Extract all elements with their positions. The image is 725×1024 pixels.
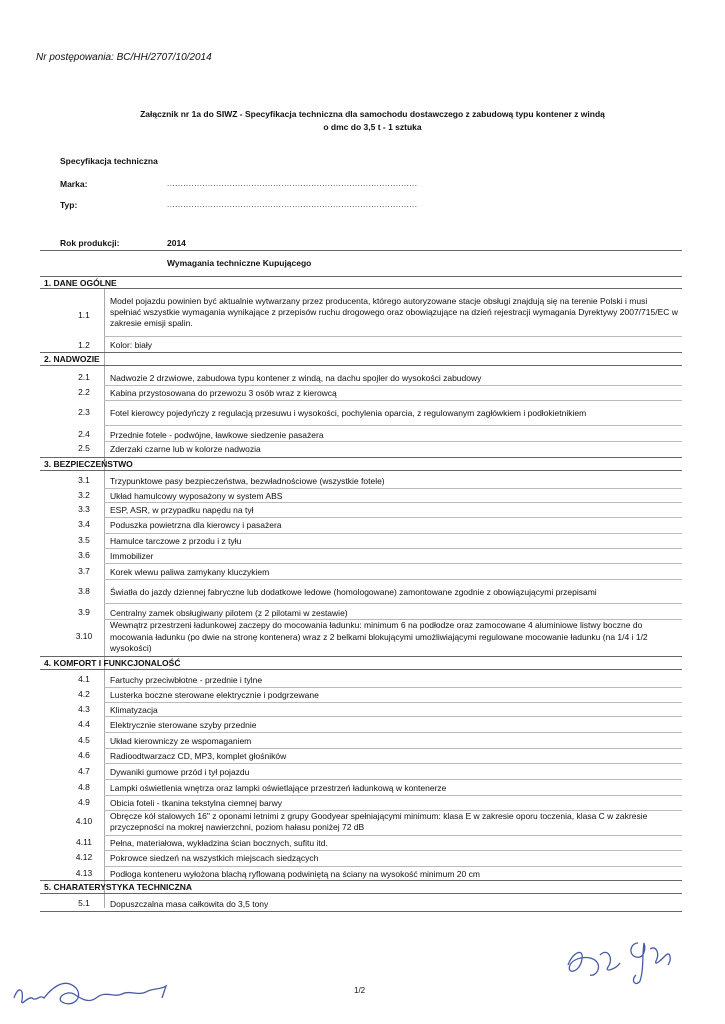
row-text: Układ kierowniczy ze wspomaganiem [110, 736, 252, 746]
section-title: 4. KOMFORT I FUNKCJONALOŚĆ [44, 658, 181, 668]
row-rule [104, 835, 682, 836]
row-text: Lusterka boczne sterowane elektrycznie i podgrzewane [110, 690, 319, 700]
row-number: 4.5 [78, 735, 90, 745]
row-rule [104, 441, 682, 442]
section-rule [40, 288, 682, 289]
row-rule [104, 779, 682, 780]
page-number: 1/2 [354, 986, 366, 995]
section-rule [40, 470, 682, 471]
reference-number: Nr postępowania: BC/HH/2707/10/2014 [36, 52, 212, 63]
row-rule [104, 425, 682, 426]
row-text: Elektrycznie sterowane szyby przednie [110, 720, 257, 730]
row-text: Lampki oświetlenia wnętrza oraz lampki oświetlające przestrzeń ładunkową w kontenerze [110, 783, 447, 793]
row-text: Obicia foteli - tkanina tekstylna ciemnej barwy [110, 798, 282, 808]
type-value: ............................................................................................ [167, 200, 418, 209]
row-number: 4.1 [78, 674, 90, 684]
row-text: Dywaniki gumowe przód i tył pojazdu [110, 767, 250, 777]
row-number: 2.1 [78, 372, 90, 382]
row-text: Światła do jazdy dziennej fabryczne lub dodatkowe ledowe (homologowane) zamontowane zgodnie z obowiązującymi przepisami [110, 587, 597, 597]
row-rule [104, 850, 682, 851]
spec-heading: Specyfikacja techniczna [60, 156, 158, 166]
row-text: Model pojazdu powinien być aktualnie wytwarzany przez producenta, którego autoryzowane stacje obsługi znajdują się na terenie Polski i musi spełniać wszystkie wymagania wynikające z przepisów ruchu drogowego oraz obowiązujące na dzień rejestracji wymagania Dyrektywy 2007/715/EC w zakresie emisji spalin. [110, 296, 678, 328]
row-rule [104, 732, 682, 733]
row-text: Przednie fotele - podwójne, ławkowe siedzenie pasażera [110, 430, 324, 440]
row-rule [104, 502, 682, 503]
row-number: 1.1 [78, 310, 90, 320]
make-label: Marka: [60, 179, 88, 189]
section-rule [40, 656, 682, 657]
section-rule [40, 457, 682, 458]
row-text: Trzypunktowe pasy bezpieczeństwa, bezwładnościowe (wszystkie fotele) [110, 476, 385, 486]
section-title: 2. NADWOZIE [44, 354, 100, 364]
row-rule [104, 866, 682, 867]
row-rule [104, 748, 682, 749]
row-text: Dopuszczalna masa całkowita do 3,5 tony [110, 899, 269, 909]
row-text: Zderzaki czarne lub w kolorze nadwozia [110, 444, 261, 454]
row-rule [104, 548, 682, 549]
row-text: Fartuchy przeciwbłotne - przednie i tylne [110, 675, 263, 685]
section-title: 3. BEZPIECZEŃSTWO [44, 459, 133, 469]
row-rule [104, 603, 682, 604]
row-number: 4.2 [78, 689, 90, 699]
column-divider [104, 288, 105, 908]
row-rule [104, 795, 682, 796]
section-rule [40, 880, 682, 881]
row-number: 2.3 [78, 407, 90, 417]
signature-left [10, 968, 180, 1018]
document-title [60, 108, 685, 134]
section-title: 5. CHARATERYSTYKA TECHNICZNA [44, 882, 192, 892]
row-text: Nadwozie 2 drzwiowe, zabudowa typu kontener z windą, na dachu spojler do wysokości zabudowy [110, 373, 482, 383]
divider [40, 250, 682, 251]
row-number: 5.1 [78, 898, 90, 908]
row-number: 2.5 [78, 443, 90, 453]
row-number: 3.5 [78, 535, 90, 545]
row-rule [104, 517, 682, 518]
row-rule [104, 702, 682, 703]
row-number: 3.1 [78, 475, 90, 485]
row-number: 4.6 [78, 750, 90, 760]
table-bottom-rule [40, 911, 682, 912]
row-number: 3.9 [78, 607, 90, 617]
title-line-1: Załącznik nr 1a do SIWZ - Specyfikacja techniczna dla samochodu dostawczego z zabudową typu kontener z windą [140, 109, 605, 119]
row-rule [104, 385, 682, 386]
row-text: Fotel kierowcy pojedyńczy z regulacją przesuwu i wysokości, pochylenia oparcia, z regulowanym zagłówkiem i podłokietnikiem [110, 408, 587, 418]
section-rule [40, 352, 682, 353]
row-number: 4.9 [78, 797, 90, 807]
row-text: Radioodtwarzacz CD, MP3, komplet głośników [110, 751, 287, 761]
section-rule [40, 893, 682, 894]
section-rule [40, 365, 682, 366]
row-number: 4.4 [78, 719, 90, 729]
row-number: 4.11 [76, 837, 92, 847]
row-rule [104, 716, 682, 717]
row-text: Pokrowce siedzeń na wszystkich miejscach siedzących [110, 853, 319, 863]
row-number: 4.10 [75, 816, 93, 826]
row-text: ESP, ASR, w przypadku napędu na tył [110, 505, 254, 515]
row-number: 3.2 [78, 490, 90, 500]
row-text: Podłoga konteneru wyłożona blachą ryflowaną podwiniętą na ściany na wysokość minimum 20 cm [110, 869, 480, 879]
row-number: 1.2 [78, 340, 90, 350]
type-label: Typ: [60, 200, 78, 210]
make-value: ............................................................................................ [167, 179, 418, 188]
title-line-2: o dmc do 3,5 t - 1 sztuka [323, 122, 422, 132]
row-text: Korek wlewu paliwa zamykany kluczykiem [110, 567, 270, 577]
row-number: 3.3 [78, 504, 90, 514]
row-number: 4.8 [78, 782, 90, 792]
row-number: 4.3 [78, 704, 90, 714]
row-number: 2.2 [78, 387, 90, 397]
row-number: 3.4 [78, 519, 90, 529]
section-rule [40, 669, 682, 670]
section-rule [40, 276, 682, 277]
row-rule [104, 400, 682, 401]
row-number: 2.4 [78, 429, 90, 439]
row-text: Hamulce tarczowe z przodu i z tyłu [110, 536, 242, 546]
row-rule [104, 579, 682, 580]
year-label: Rok produkcji: [60, 238, 120, 248]
row-text: Poduszka powietrzna dla kierowcy i pasażera [110, 520, 282, 530]
signature-right [560, 925, 690, 990]
year-value: 2014 [167, 238, 186, 248]
row-number: 3.7 [78, 566, 90, 576]
row-text: Klimatyzacja [110, 705, 158, 715]
requirements-heading: Wymagania techniczne Kupującego [167, 258, 312, 268]
row-rule [104, 563, 682, 564]
row-rule [104, 488, 682, 489]
row-text: Układ hamulcowy wyposażony w system ABS [110, 491, 283, 501]
row-text: Kabina przystosowana do przewozu 3 osób wraz z kierowcą [110, 388, 337, 398]
row-text: Immobilizer [110, 551, 154, 561]
row-number: 3.8 [78, 586, 90, 596]
row-text: Pełna, materiałowa, wykładzina ścian bocznych, sufitu itd. [110, 838, 328, 848]
row-number: 4.13 [75, 868, 93, 878]
row-rule [104, 336, 682, 337]
row-text: Wewnątrz przestrzeni ładunkowej zaczepy do mocowania ładunku: minimum 6 na podłodze oraz zamocowane 4 aluminiowe listwy boczne do mocowania ładunku (po dwie na stronę kontenera) wraz z 2 belkami blokującymi umożliwiającymi regulowane mocowanie ładunku (na 1/4 i 1/2 wysokości) [110, 620, 648, 653]
row-number: 4.12 [75, 852, 93, 862]
row-number: 4.7 [78, 766, 90, 776]
row-number: 3.6 [78, 550, 90, 560]
section-title: 1. DANE OGÓLNE [44, 278, 117, 288]
row-rule [104, 533, 682, 534]
row-text: Centralny zamek obsługiwany pilotem (z 2 pilotami w zestawie) [110, 608, 348, 618]
row-number: 3.10 [75, 631, 93, 641]
row-text: Kolor: biały [110, 340, 153, 350]
row-text: Obręcze kół stalowych 16" z oponami letnimi z grupy Goodyear spełniającymi minimum: klasa E w zakresie oporu toczenia, klasa C w zakresie przyczepności na mokrej nawierzchni, poziom hałasu poniżej 72 dB [110, 811, 648, 832]
row-rule [104, 687, 682, 688]
row-rule [104, 763, 682, 764]
